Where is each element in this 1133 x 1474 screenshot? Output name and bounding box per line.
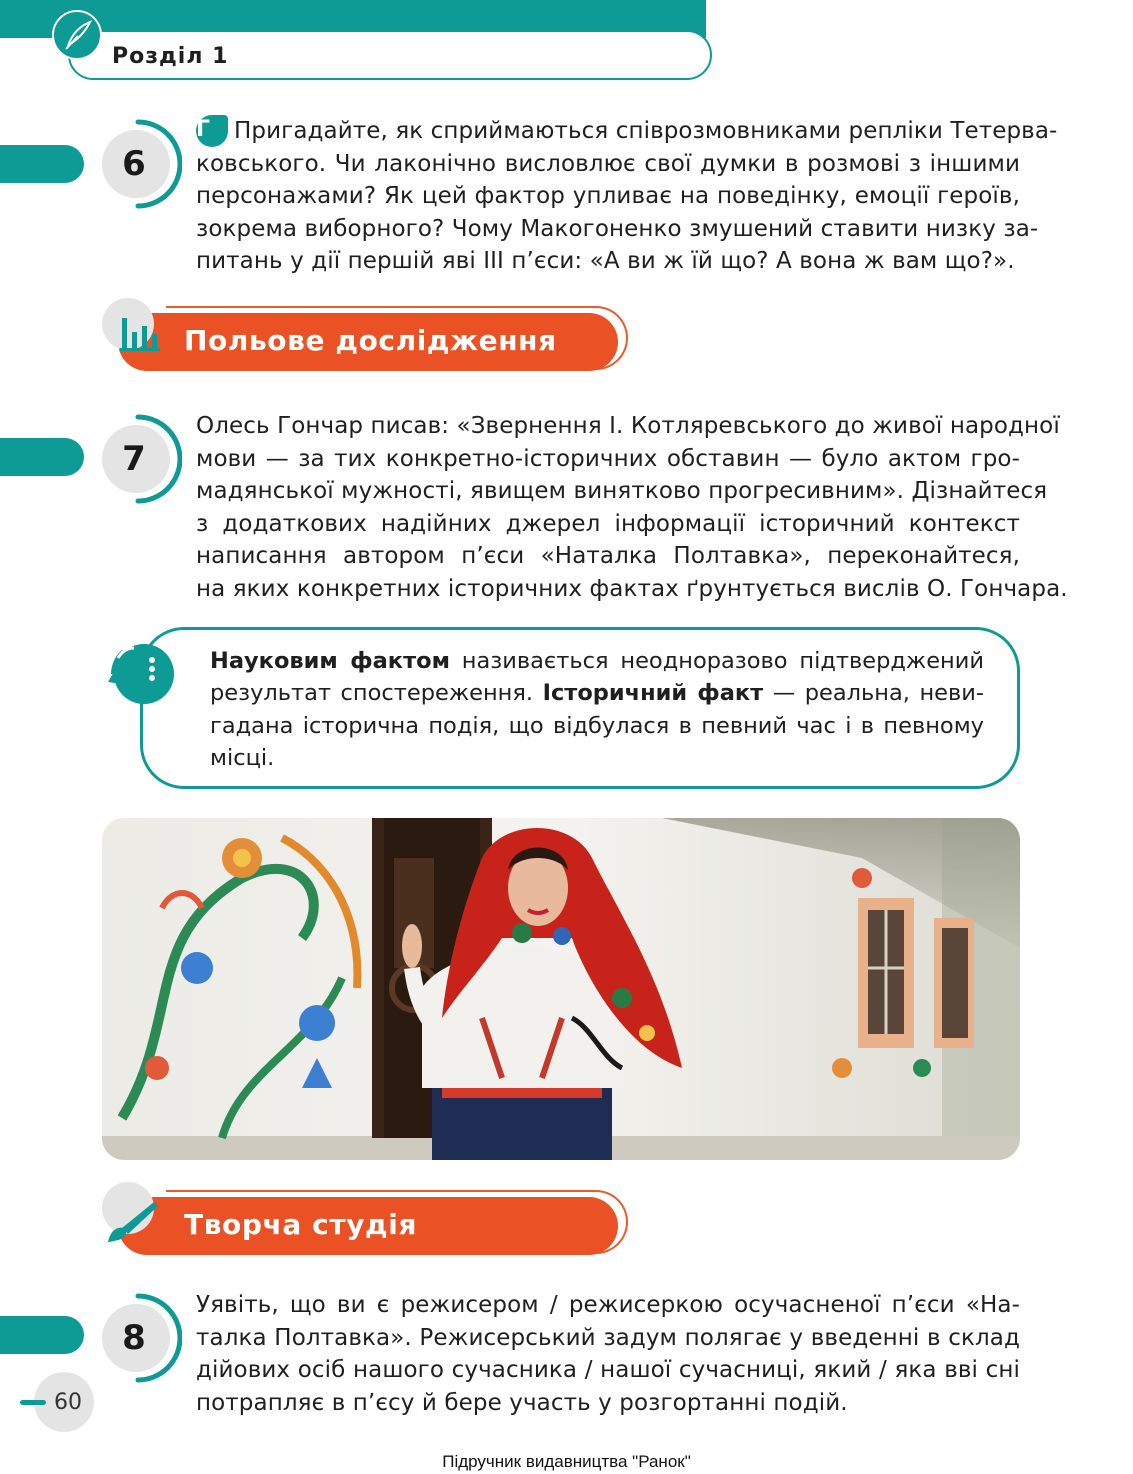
definition-text: Науковим фактом називається неодноразово підтверджений результат спостереження. Історичний факт — реальна, неви- гадана історична подія, що відбулася в певний час і в певному місці. — [210, 648, 985, 771]
task-6-text: Г Пригадайте, як сприймаються співрозмовниками репліки Тетерва- ковського. Чи лаконічно висловлює свої думки в розмові з іншими персонажами? Як цей фактор упливає на поведінку, емоції героїв, зокрема виборного? Чому Макогоненко змушений ставити низку за- питань у дії першій яві ІІІ п’єси: «А ви ж їй що? А вона ж вам що?». — [196, 117, 1058, 275]
chapter-label: Розділ 1 — [112, 44, 229, 69]
bar-chart-icon — [120, 314, 162, 352]
page-number: 60 — [54, 1390, 82, 1415]
page-number-dash — [20, 1400, 46, 1405]
task-7-text: Олесь Гончар писав: «Звернення І. Котляревського до живої народної мови — за тих конкретно-історичних обставин — було актом гро- мадянської мужності, явищем винятково прогресивним». Дізнайтеся з додаткових надійних джерел інформації історичний контекст написання автором п’єси «Наталка Полтавка», переконайтеся, на яких конкретних історичних фактах ґрунтується вислів О. Гончара. — [196, 413, 1068, 602]
side-tab — [0, 1316, 84, 1354]
side-tab — [0, 145, 84, 183]
task-number-6: 6 — [100, 118, 182, 210]
info-icon — [100, 638, 184, 716]
feather-icon — [52, 10, 102, 60]
task-8-text: Уявіть, що ви є режисером / режисеркою осучасненої п’єси «На- талка Полтавка». Режисерський задум полягає у введенні в склад дійових осіб нашого сучасника / нашої сучасниці, який / яка вві сні потрапляє в п’єсу й бере участь у розгортанні подій. — [196, 1292, 1020, 1416]
section-title-creative: Творча студія — [184, 1208, 418, 1241]
publisher-footer: Підручник видавництва "Ранок" — [442, 1452, 691, 1471]
task-number-7: 7 — [100, 413, 182, 505]
level-badge: Г — [196, 115, 228, 147]
woman-in-ukrainian-costume-photo — [102, 818, 1020, 1160]
side-tab — [0, 438, 84, 476]
section-title-field: Польове дослідження — [184, 324, 557, 357]
task-number-8: 8 — [100, 1292, 182, 1384]
paintbrush-icon — [104, 1198, 160, 1244]
